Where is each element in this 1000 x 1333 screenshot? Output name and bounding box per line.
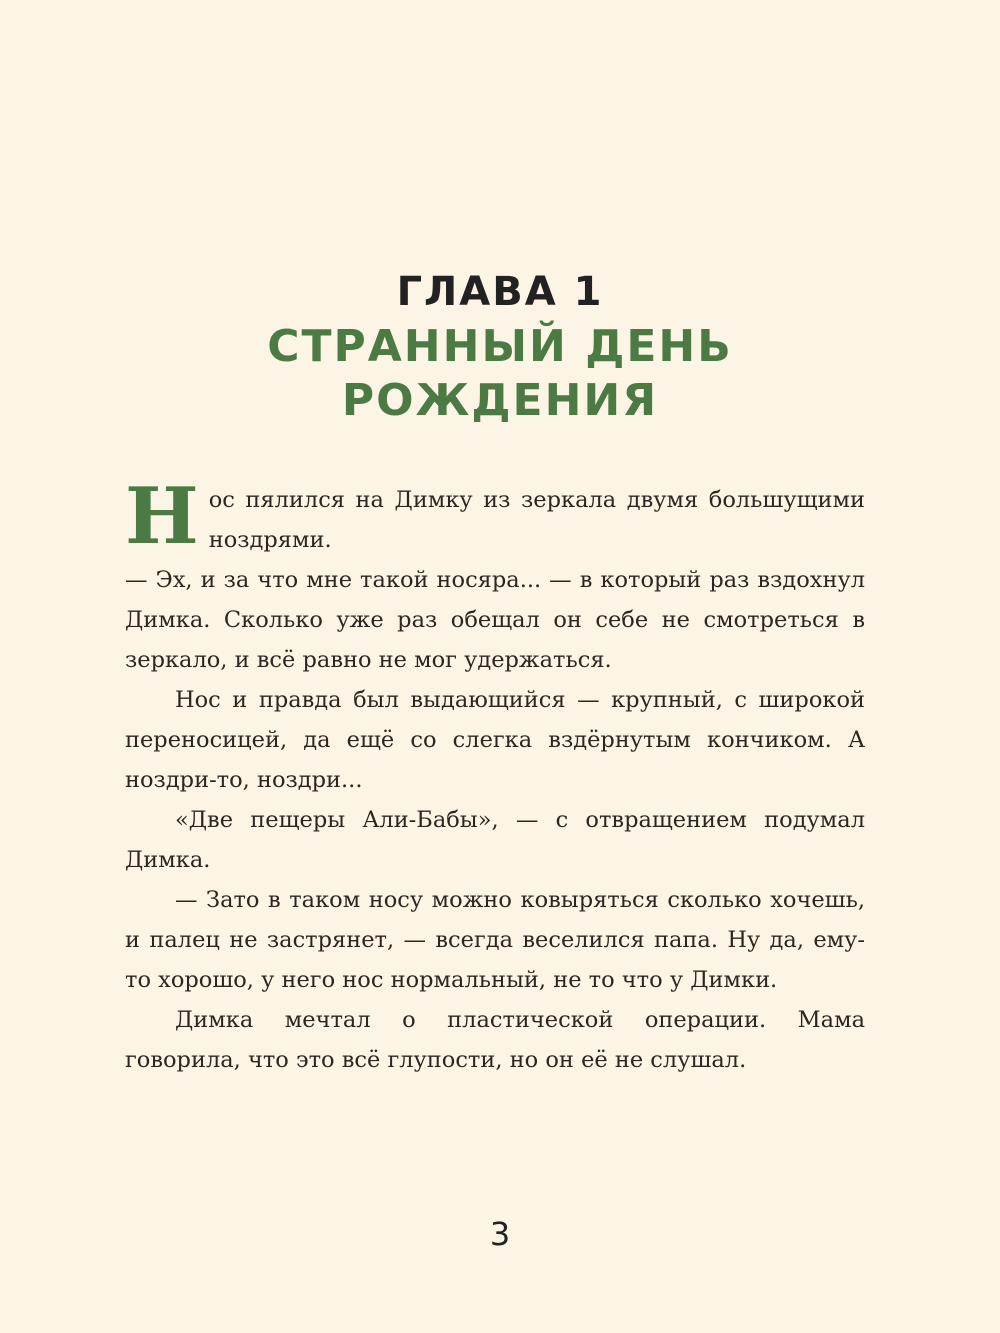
chapter-title [0,320,1000,428]
paragraph-4: «Две пещеры Али-Бабы», — с отвращением подумал Димка. [125,807,865,873]
body-text [125,471,865,1080]
paragraph-5: — Зато в таком носу можно ковыряться сколько хочешь, и палец не застрянет, — всегда веселился папа. Ну да, ему-то хорошо, у него нос нормальный, не то что у Димки. [125,887,865,993]
paragraph-1-text: ос пялился на Димку из зеркала двумя большущими ноздрями. [208,487,865,553]
paragraph-2: — Эх, и за что мне такой носяра... — в который раз вздохнул Димка. Сколько уже раз обещал он себе не смотреться в зеркало, и всё равно не мог удержаться. [125,567,865,673]
chapter-number: ГЛАВА 1 [396,269,604,315]
page-number: 3 [489,1215,511,1253]
drop-cap: Н [125,471,199,562]
chapter-title-line-1: СТРАННЫЙ ДЕНЬ [267,321,733,372]
paragraph-6: Димка мечтал о пластической операции. Мама говорила, что это всё глупости, но он её не слушал. [125,1007,865,1073]
paragraph-3: Нос и правда был выдающийся — крупный, с широкой переносицей, да ещё со слегка вздёрнутым кончиком. А ноздри-то, ноздри... [125,687,865,793]
chapter-title-line-2: РОЖДЕНИЯ [341,375,659,426]
paragraph-1 [125,471,865,562]
